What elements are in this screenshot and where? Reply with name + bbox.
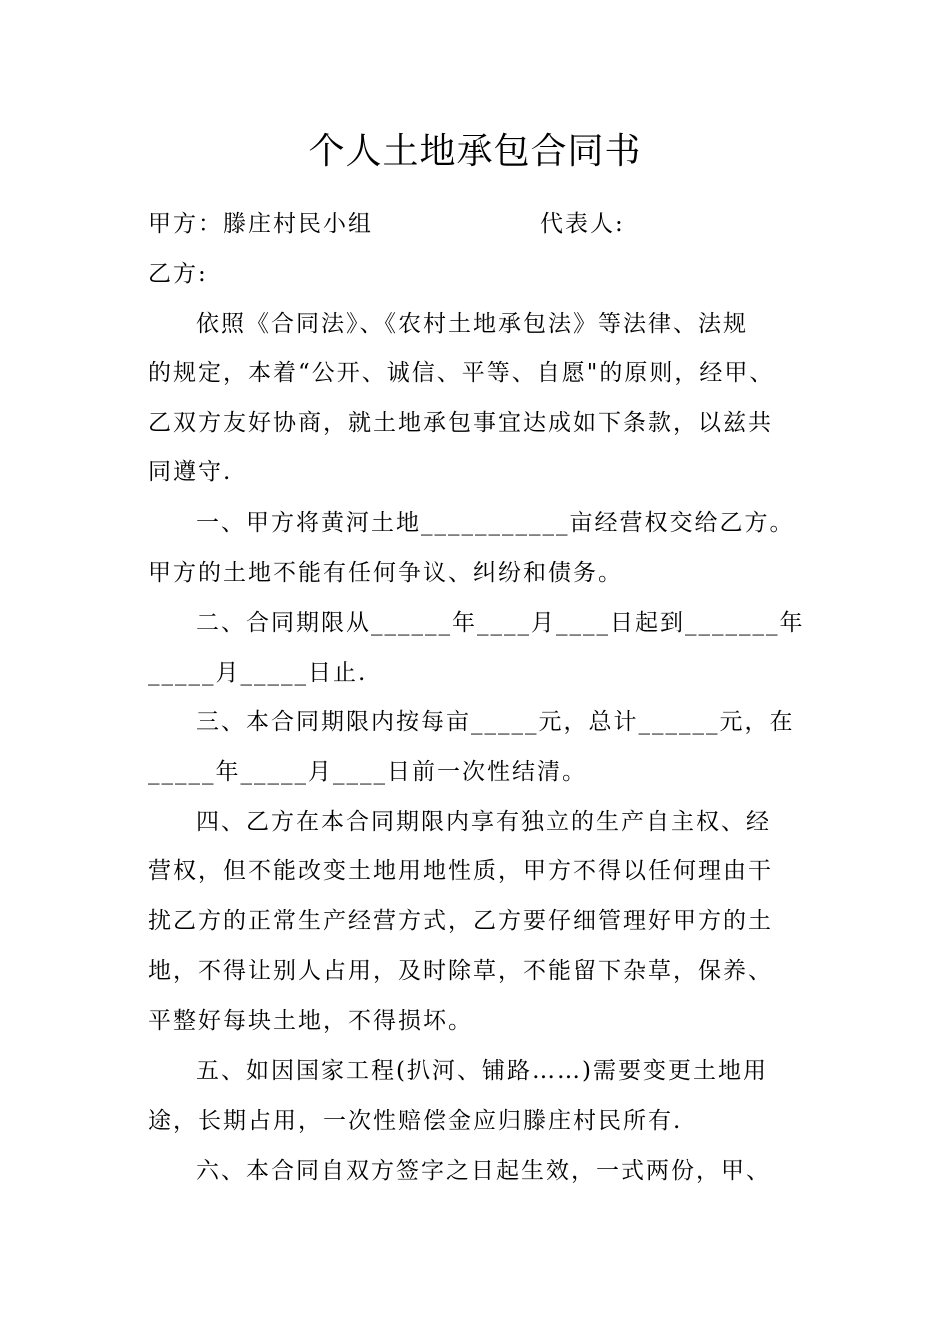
body-line: 的规定，本着“公开、诚信、平等、自愿"的原则，经甲、 — [148, 360, 775, 386]
body-line: 依照《合同法》、《农村土地承包法》等法律、法规 — [196, 311, 748, 337]
clause-2-line: 二、合同期限从______年____月____日起到_______年 — [196, 610, 805, 636]
document-title: 个人土地承包合同书 — [308, 131, 642, 172]
clause-3-line: 三、本合同期限内按每亩_____元，总计______元，在 — [196, 709, 795, 735]
clause-3-line: _____年_____月____日前一次性结清。 — [148, 759, 587, 785]
body-line: 乙双方友好协商，就土地承包事宜达成如下条款，以兹共 — [148, 410, 773, 436]
clause-1-line: 甲方的土地不能有任何争议、纠纷和债务。 — [148, 560, 623, 586]
clause-6-line: 六、本合同自双方签字之日起生效，一式两份，甲、 — [196, 1158, 771, 1184]
clause-4-line: 平整好每块土地，不得损坏。 — [148, 1008, 473, 1034]
clause-5-line: 途，长期占用，一次性赔偿金应归滕庄村民所有. — [148, 1108, 683, 1134]
clause-2-line: _____月_____日止. — [148, 660, 368, 686]
clause-1-line: 一、甲方将黄河土地___________亩经营权交给乙方。 — [196, 510, 795, 536]
party-a-line: 甲方：滕庄村民小组 — [148, 211, 373, 237]
clause-5-line: 五、如因国家工程(扒河、铺路……)需要变更土地用 — [196, 1058, 768, 1084]
party-b-line: 乙方: — [148, 261, 208, 287]
clause-4-line: 四、乙方在本合同期限内享有独立的生产自主权、经 — [196, 809, 771, 835]
representative-label: 代表人: — [540, 211, 625, 237]
clause-4-line: 营权，但不能改变土地用地性质，甲方不得以任何理由干 — [148, 858, 773, 884]
clause-4-line: 扰乙方的正常生产经营方式，乙方要仔细管理好甲方的土 — [148, 908, 773, 934]
body-line: 同遵守. — [148, 459, 233, 485]
clause-4-line: 地，不得让别人占用，及时除草，不能留下杂草，保养、 — [148, 958, 773, 984]
